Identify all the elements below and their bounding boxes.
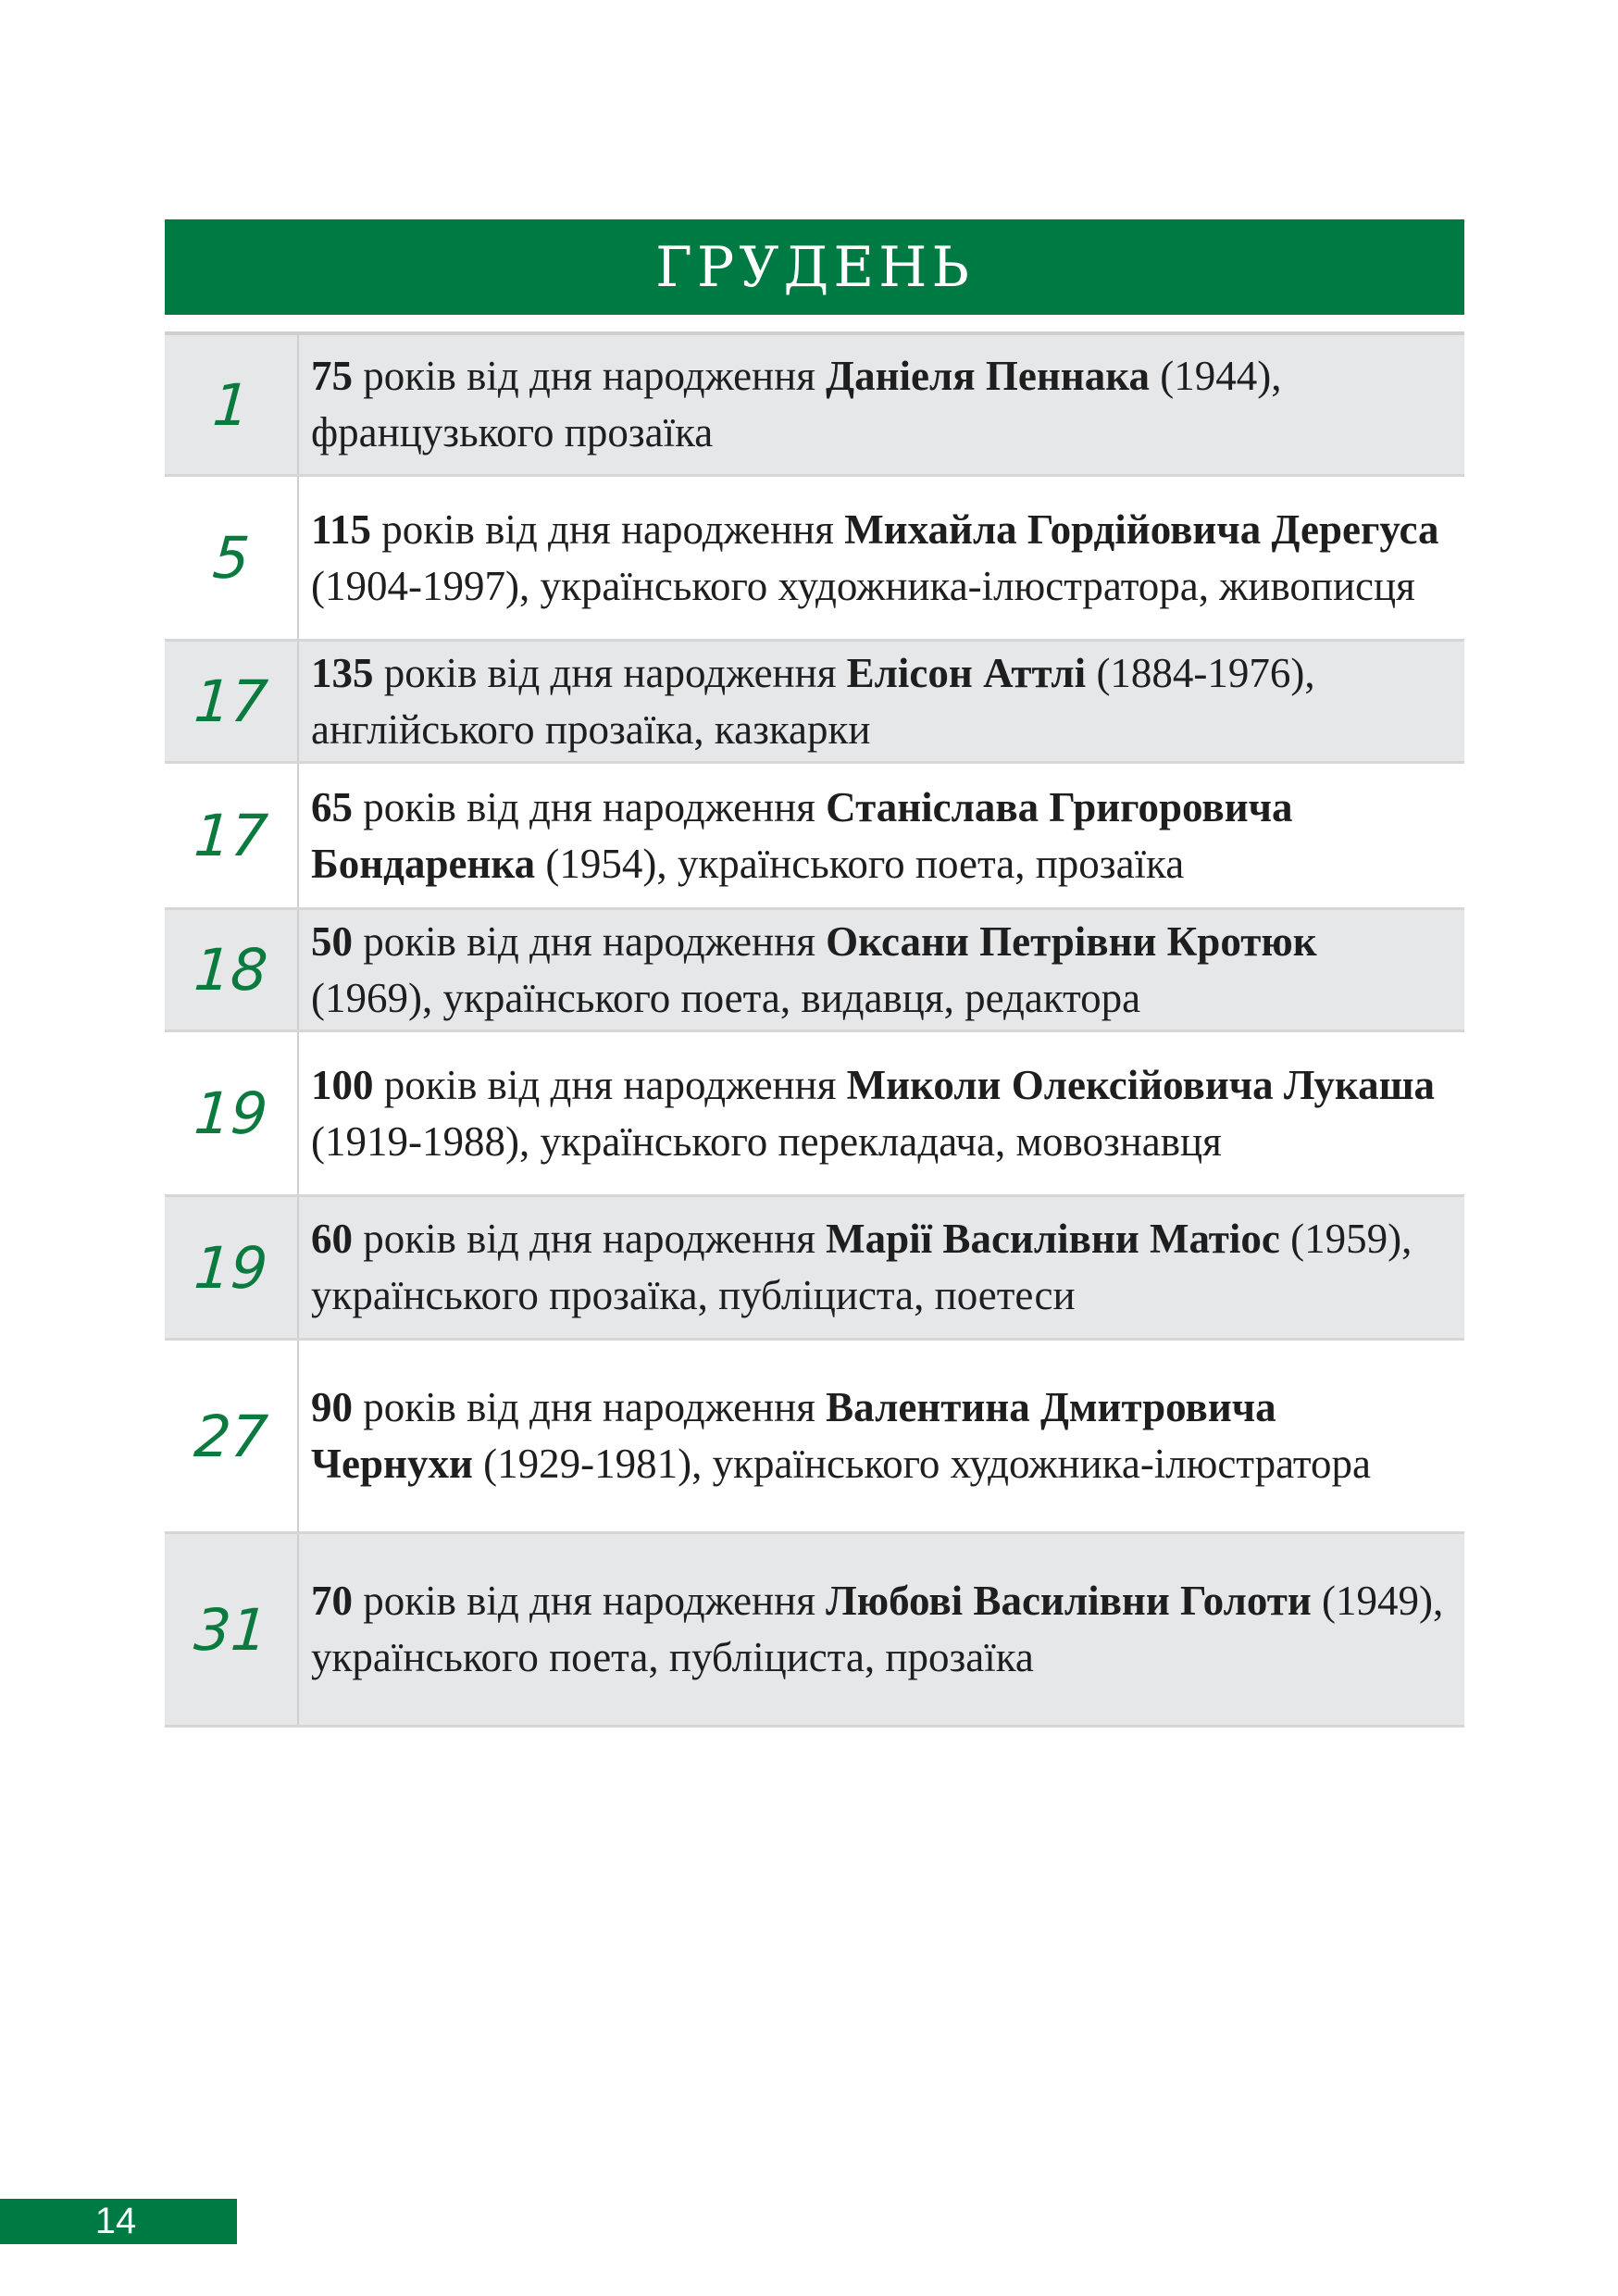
date-cell (165, 477, 299, 639)
table-row (165, 910, 1464, 1032)
years-count: 100 (311, 1061, 374, 1108)
entry-details: (1919-1988), українського перекладача, мовознавця (311, 1117, 1222, 1165)
date-number: 19 (192, 1233, 270, 1302)
entry-text (311, 348, 1444, 461)
table-row (165, 1032, 1464, 1197)
table-row (165, 477, 1464, 642)
month-title: ГРУДЕНЬ (655, 234, 974, 300)
date-number: 18 (192, 936, 270, 1004)
person-name: Даніеля Пеннака (826, 353, 1150, 399)
month-header (165, 219, 1464, 315)
date-number: 19 (192, 1079, 270, 1147)
person-name: Миколи Олексійовича Лукаша (846, 1061, 1436, 1108)
person-name: Валентина Дмитровича Чернухи (311, 1384, 1276, 1487)
entry-cell (299, 477, 1464, 639)
date-number: 1 (210, 370, 252, 439)
entry-cell (299, 1197, 1464, 1338)
entry-lead: років від дня народження (353, 917, 827, 965)
entry-text (311, 1379, 1444, 1492)
person-name: Елісон Аттлі (846, 649, 1087, 696)
entry-cell (299, 1534, 1464, 1725)
table-row (165, 642, 1464, 764)
years-count: 60 (311, 1216, 353, 1262)
entry-text (311, 1057, 1444, 1170)
years-count: 50 (311, 917, 353, 965)
entry-details: (1929-1981), українського художника-ілюстратора (472, 1441, 1371, 1487)
years-count: 75 (311, 353, 353, 399)
years-count: 65 (311, 783, 353, 830)
table-row (165, 1341, 1464, 1534)
years-count: 135 (311, 649, 374, 696)
date-cell (165, 1197, 299, 1338)
date-cell (165, 1534, 299, 1725)
date-cell (165, 764, 299, 907)
entry-details: (1959), українського прозаїка, публіциста, поетеси (311, 1216, 1413, 1318)
date-number: 27 (192, 1402, 270, 1470)
page-number: 14 (0, 2199, 237, 2244)
entry-lead: років від дня народження (353, 353, 827, 399)
years-count: 70 (311, 1578, 353, 1624)
person-name: Станіслава Григоровича Бондаренка (311, 783, 1293, 887)
entry-text (311, 1211, 1444, 1324)
entry-text (311, 502, 1444, 615)
entry-details: (1944), французького прозаїка (311, 353, 1282, 455)
entry-details: (1904-1997), українського художника-ілюстратора, живописця (311, 562, 1415, 609)
calendar-table (165, 331, 1464, 1728)
entry-text (311, 780, 1444, 892)
entry-lead: років від дня народження (353, 1216, 827, 1262)
date-cell (165, 335, 299, 474)
date-number: 17 (192, 668, 270, 735)
entry-cell (299, 1032, 1464, 1194)
entry-lead: років від дня народження (371, 505, 845, 553)
table-row (165, 1197, 1464, 1341)
entry-text (311, 645, 1444, 758)
entry-lead: років від дня народження (373, 1061, 847, 1108)
entry-cell (299, 1341, 1464, 1531)
entry-details: (1884-1976), англійського прозаїка, казкарки (311, 649, 1315, 753)
date-cell (165, 910, 299, 1029)
person-name: Марії Василівни Матіос (826, 1216, 1280, 1262)
date-number: 31 (192, 1595, 270, 1664)
entry-cell (299, 642, 1464, 761)
date-cell (165, 1032, 299, 1194)
entry-lead: років від дня народження (353, 1578, 827, 1624)
years-count: 115 (311, 505, 372, 553)
entry-details: (1949), українського поета, публіциста, прозаїка (311, 1578, 1444, 1680)
entry-lead: років від дня народження (373, 649, 847, 696)
person-name: Михайла Гордійовича Дерегуса (844, 505, 1439, 553)
date-number: 17 (192, 802, 270, 869)
table-row (165, 764, 1464, 910)
years-count: 90 (311, 1384, 353, 1430)
entry-text (311, 914, 1444, 1027)
date-cell (165, 1341, 299, 1531)
entry-cell (299, 910, 1464, 1029)
date-number: 5 (210, 524, 252, 592)
person-name: Любові Василівни Голоти (826, 1578, 1312, 1624)
entry-details: (1969), українського поета, видавця, редактора (311, 974, 1141, 1021)
date-cell (165, 642, 299, 761)
entry-cell (299, 764, 1464, 907)
table-row (165, 1534, 1464, 1728)
entry-lead: років від дня народження (353, 783, 827, 830)
entry-lead: років від дня народження (353, 1384, 827, 1430)
entry-text (311, 1573, 1444, 1686)
entry-details: (1954), українського поета, прозаїка (535, 840, 1185, 887)
entry-cell (299, 335, 1464, 474)
table-row (165, 335, 1464, 477)
person-name: Оксани Петрівни Кротюк (826, 917, 1317, 965)
